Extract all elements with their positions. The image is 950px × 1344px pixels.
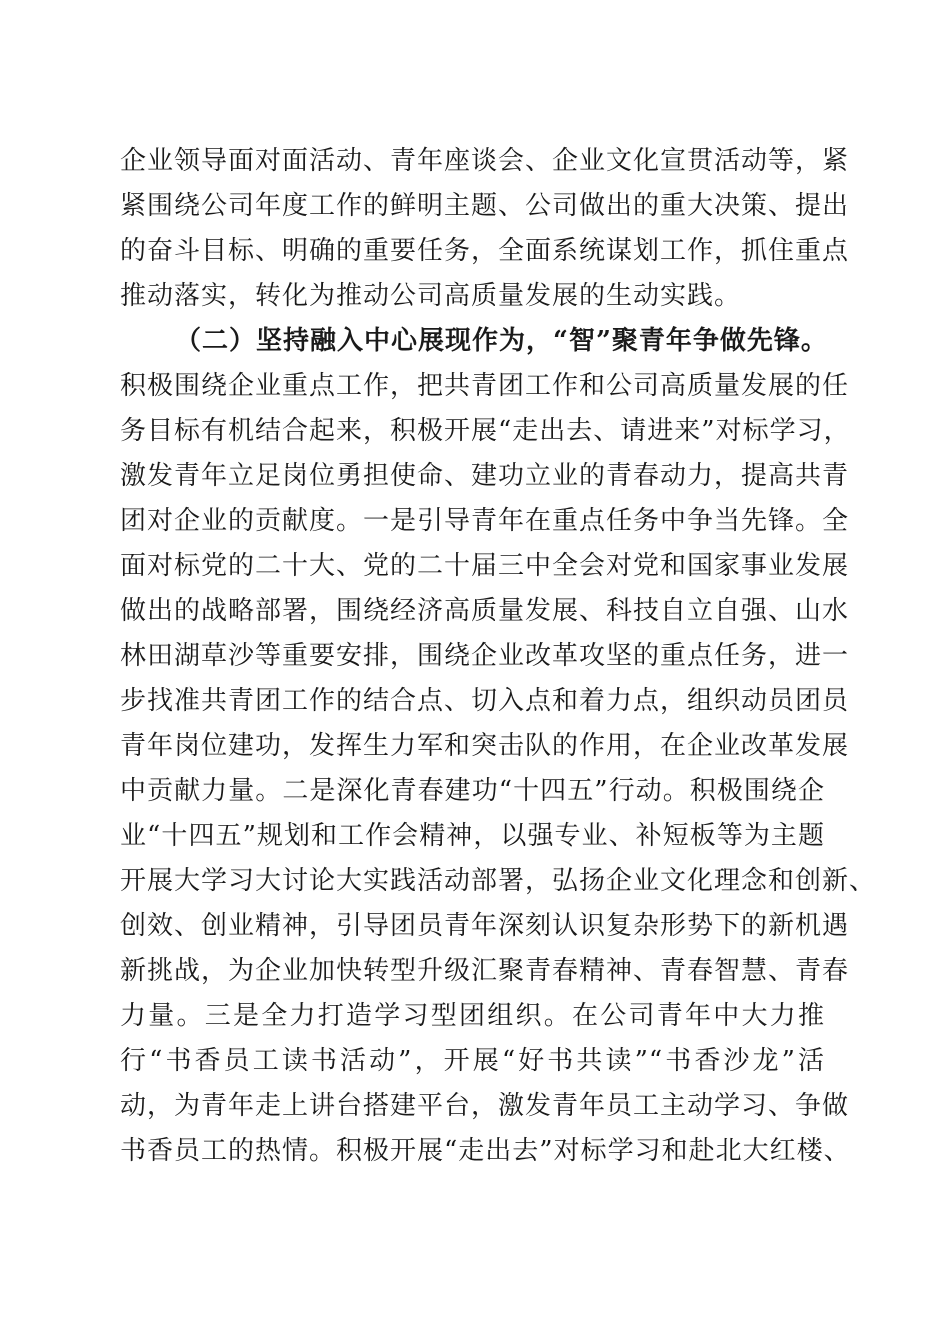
text-line-6: 积极围绕企业重点工作，把共青团工作和公司高质量发展的任	[120, 371, 850, 401]
text-line-20: 力量。三是全力打造学习型团组织。在公司青年中大力推	[120, 1001, 825, 1031]
text-line-11: 做出的战略部署，围绕经济高质量发展、科技自立自强、山水	[120, 596, 850, 626]
text-line-2: 紧围绕公司年度工作的鲜明主题、公司做出的重大决策、提出	[120, 191, 850, 221]
text-line-19: 新挑战，为企业加快转型升级汇聚青春精神、青春智慧、青春	[120, 956, 850, 986]
text-line-1: 企业领导面对面活动、青年座谈会、企业文化宣贯活动等，紧	[120, 146, 850, 176]
text-line-14: 青年岗位建功，发挥生力军和突击队的作用，在企业改革发展	[120, 731, 850, 761]
text-line-8: 激发青年立足岗位勇担使命、建功立业的青春动力，提高共青	[120, 461, 850, 491]
text-line-12: 林田湖草沙等重要安排，围绕企业改革攻坚的重点任务，进一	[120, 641, 850, 671]
text-line-22: 动，为青年走上讲台搭建平台，激发青年员工主动学习、争做	[120, 1091, 850, 1121]
text-line-18: 创效、创业精神，引导团员青年深刻认识复杂形势下的新机遇	[120, 911, 850, 941]
text-line-16: 业“十四五”规划和工作会精神，以强专业、补短板等为主题	[120, 821, 825, 851]
text-line-15: 中贡献力量。二是深化青春建功“十四五”行动。积极围绕企	[120, 776, 825, 806]
text-line-3: 的奋斗目标、明确的重要任务，全面系统谋划工作，抓住重点	[120, 236, 850, 266]
text-line-10: 面对标党的二十大、党的二十届三中全会对党和国家事业发展	[120, 551, 850, 581]
text-line-9: 团对企业的贡献度。一是引导青年在重点任务中争当先锋。全	[120, 506, 850, 536]
text-line-7: 务目标有机结合起来，积极开展“走出去、请进来”对标学习，	[120, 416, 851, 446]
text-line-13: 步找准共青团工作的结合点、切入点和着力点，组织动员团员	[120, 686, 850, 716]
text-line-23: 书香员工的热情。积极开展“走出去”对标学习和赴北大红楼、	[120, 1136, 851, 1166]
text-line-21: 行“书香员工读书活动”，开展“好书共读”“书香沙龙”活	[120, 1046, 825, 1076]
section-heading: （二）坚持融入中心展现作为，“智”聚青年争做先锋。	[175, 326, 828, 356]
text-line-4: 推动落实，转化为推动公司高质量发展的生动实践。	[120, 281, 742, 311]
text-line-17: 开展大学习大讨论大实践活动部署，弘扬企业文化理念和创新、	[120, 866, 877, 896]
